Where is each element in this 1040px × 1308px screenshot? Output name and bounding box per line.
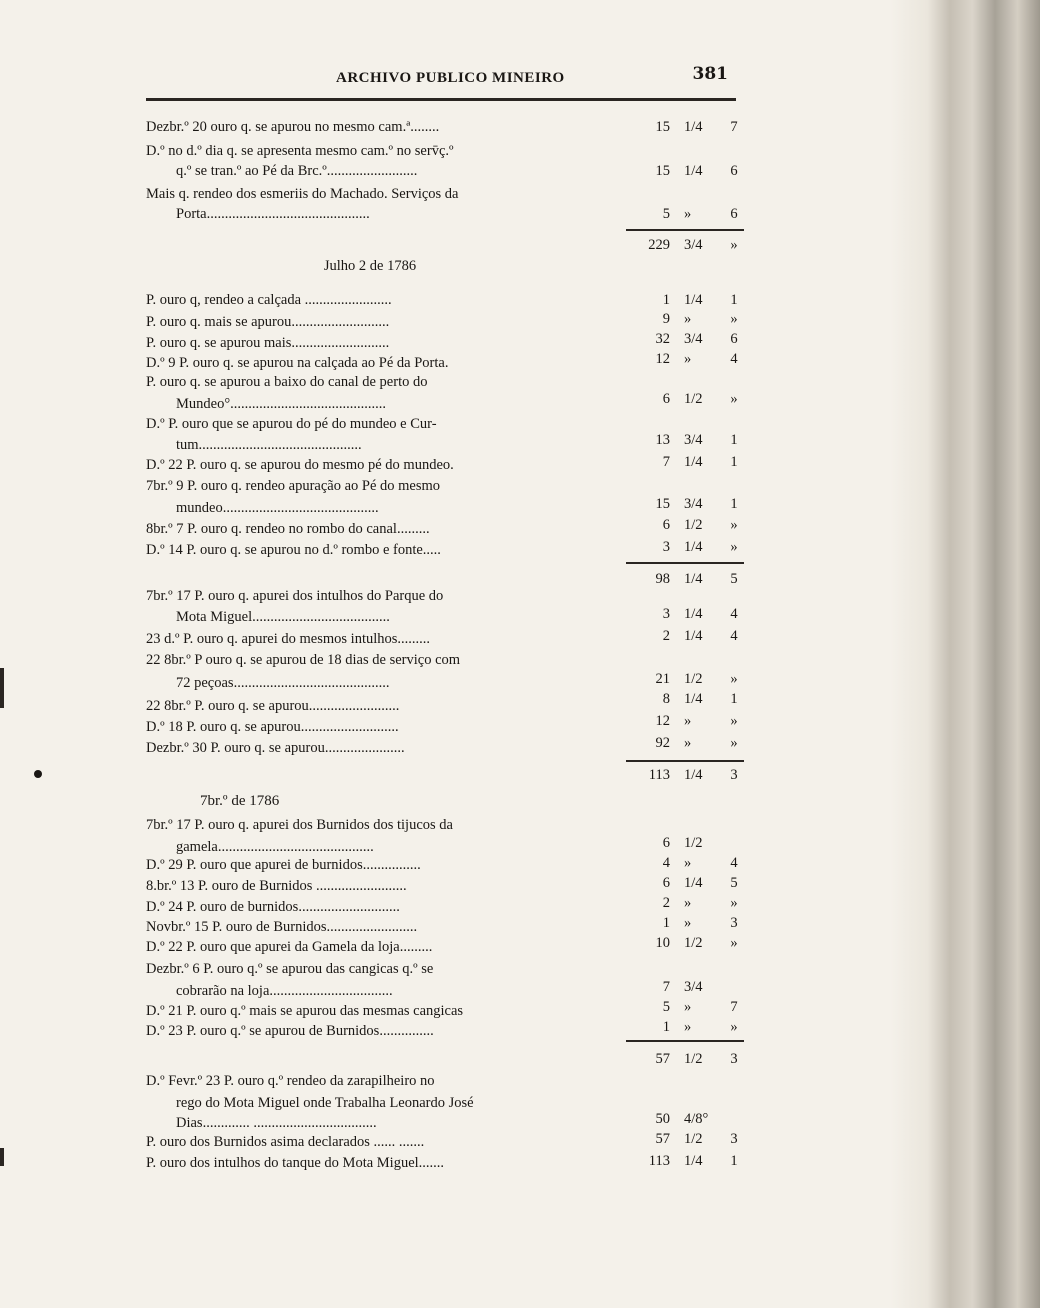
amount-fraction: 1/2 bbox=[684, 391, 703, 407]
amount-fraction: » bbox=[684, 915, 692, 931]
amount-fraction: » bbox=[684, 855, 692, 871]
amount-whole: 5 bbox=[662, 206, 670, 222]
amount-fraction: » bbox=[684, 895, 692, 911]
ledger-line: P. ouro dos intulhos do tanque do Mota Miguel....... bbox=[146, 1155, 445, 1171]
ledger-line: Novbr.º 15 P. ouro de Burnidos......................... bbox=[146, 919, 418, 935]
amount-whole: 1 bbox=[662, 1019, 670, 1035]
ledger-line: P. ouro q. mais se apurou........................... bbox=[146, 314, 390, 330]
amount-whole: 21 bbox=[655, 671, 670, 687]
amount-grains: » bbox=[730, 1019, 738, 1035]
page-header bbox=[146, 62, 736, 98]
amount-fraction: 1/4 bbox=[684, 606, 703, 622]
amount-whole: 92 bbox=[655, 735, 670, 751]
amount-grains: 6 bbox=[730, 163, 738, 179]
amount-grains: » bbox=[730, 895, 738, 911]
amount-grains: » bbox=[730, 735, 738, 751]
ledger-line: 8.br.º 13 P. ouro de Burnidos ......................... bbox=[146, 878, 407, 894]
ledger-line: P. ouro q. se apurou mais........................... bbox=[146, 335, 390, 351]
amount-fraction: » bbox=[684, 735, 692, 751]
amount-fraction: 3/4 bbox=[684, 432, 703, 448]
ledger-line: q.º se tran.º ao Pé da Brc.º......................... bbox=[176, 163, 418, 179]
amount-grains: 6 bbox=[730, 206, 738, 222]
amount-fraction: 1/4 bbox=[684, 292, 703, 308]
ledger-line: 22 8br.º P ouro q. se apurou de 18 dias de serviço com bbox=[146, 652, 461, 668]
amount-grains: 1 bbox=[730, 1153, 738, 1169]
running-title: ARCHIVO PUBLICO MINEIRO bbox=[336, 70, 565, 86]
amount-whole: 12 bbox=[655, 713, 670, 729]
ledger-line: P. ouro dos Burnidos asima declarados ...... ....... bbox=[146, 1134, 425, 1150]
amount-grains: 3 bbox=[730, 767, 738, 783]
amount-fraction: 1/4 bbox=[684, 1153, 703, 1169]
amount-whole: 57 bbox=[655, 1051, 670, 1067]
page-number: 381 bbox=[692, 64, 728, 84]
amount-fraction: 1/4 bbox=[684, 767, 703, 783]
amount-fraction: 3/4 bbox=[684, 237, 703, 253]
ledger-line: 22 8br.º P. ouro q. se apurou......................... bbox=[146, 698, 400, 714]
amount-grains: » bbox=[730, 311, 738, 327]
sum-rule bbox=[626, 562, 744, 564]
amount-grains: 1 bbox=[730, 691, 738, 707]
amount-fraction: » bbox=[684, 206, 692, 222]
amount-grains: 6 bbox=[730, 331, 738, 347]
ledger-line: rego do Mota Miguel onde Trabalha Leonardo José bbox=[176, 1095, 474, 1111]
amount-grains: 5 bbox=[730, 875, 738, 891]
amount-whole: 6 bbox=[662, 391, 670, 407]
amount-whole: 1 bbox=[662, 292, 670, 308]
ledger-line: Dezbr.º 20 ouro q. se apurou no mesmo cam.ª........ bbox=[146, 119, 440, 135]
amount-fraction: 1/2 bbox=[684, 835, 703, 851]
amount-whole: 2 bbox=[662, 628, 670, 644]
amount-grains: 4 bbox=[730, 628, 738, 644]
amount-fraction: » bbox=[684, 999, 692, 1015]
ledger-line: Julho 2 de 1786 bbox=[323, 258, 417, 274]
ledger-line: Mundeo°........................................... bbox=[176, 396, 387, 412]
amount-grains: 1 bbox=[730, 454, 738, 470]
amount-fraction: 1/4 bbox=[684, 539, 703, 555]
amount-whole: 3 bbox=[662, 606, 670, 622]
ledger-line: D.º 18 P. ouro q. se apurou........................... bbox=[146, 719, 399, 735]
amount-grains: » bbox=[730, 539, 738, 555]
amount-whole: 8 bbox=[662, 691, 670, 707]
sum-rule bbox=[626, 760, 744, 762]
amount-whole: 6 bbox=[662, 875, 670, 891]
amount-fraction: 1/2 bbox=[684, 1131, 703, 1147]
amount-whole: 3 bbox=[662, 539, 670, 555]
ledger-line: D.º 21 P. ouro q.º mais se apurou das mesmas cangicas bbox=[146, 1003, 464, 1019]
amount-grains: 7 bbox=[730, 119, 738, 135]
ledger-line: gamela........................................... bbox=[176, 839, 374, 855]
amount-grains: 3 bbox=[730, 1051, 738, 1067]
amount-whole: 1 bbox=[662, 915, 670, 931]
amount-grains: 4 bbox=[730, 855, 738, 871]
amount-fraction: 1/4 bbox=[684, 454, 703, 470]
amount-grains: 1 bbox=[730, 432, 738, 448]
amount-fraction: 1/2 bbox=[684, 1051, 703, 1067]
amount-fraction: 1/4 bbox=[684, 691, 703, 707]
amount-whole: 32 bbox=[655, 331, 670, 347]
amount-grains: » bbox=[730, 935, 738, 951]
binding-mark bbox=[0, 1148, 4, 1166]
ledger-line: tum............................................. bbox=[176, 437, 362, 453]
amount-fraction: 1/4 bbox=[684, 119, 703, 135]
amount-fraction: » bbox=[684, 713, 692, 729]
amount-whole: 7 bbox=[662, 454, 670, 470]
amount-whole: 4 bbox=[662, 855, 670, 871]
amount-whole: 5 bbox=[662, 999, 670, 1015]
amount-whole: 12 bbox=[655, 351, 670, 367]
ledger-line: D.º 22 P. ouro q. se apurou do mesmo pé do mundeo. bbox=[146, 457, 454, 473]
amount-fraction: 4/8° bbox=[684, 1111, 709, 1127]
amount-fraction: » bbox=[684, 311, 692, 327]
amount-whole: 113 bbox=[648, 767, 670, 783]
amount-grains: 3 bbox=[730, 915, 738, 931]
ledger-line: Dias............. .................................. bbox=[176, 1115, 377, 1131]
amount-fraction: 1/4 bbox=[684, 571, 703, 587]
amount-whole: 2 bbox=[662, 895, 670, 911]
amount-whole: 7 bbox=[662, 979, 670, 995]
ledger-line: cobrarão na loja.................................. bbox=[176, 983, 393, 999]
amount-fraction: » bbox=[684, 1019, 692, 1035]
ledger-line: 7br.º 17 P. ouro q. apurei dos intulhos do Parque do bbox=[146, 588, 444, 604]
ledger-line: 8br.º 7 P. ouro q. rendeo no rombo do canal......... bbox=[146, 521, 430, 537]
ledger-line: Dezbr.º 30 P. ouro q. se apurou...................... bbox=[146, 740, 405, 756]
amount-fraction: 1/4 bbox=[684, 163, 703, 179]
amount-grains: » bbox=[730, 237, 738, 253]
ledger-line: D.º 23 P. ouro q.º se apurou de Burnidos............... bbox=[146, 1023, 434, 1039]
ledger-line: 7br.º 9 P. ouro q. rendeo apuração ao Pé do mesmo bbox=[146, 478, 441, 494]
amount-whole: 50 bbox=[655, 1111, 670, 1127]
amount-whole: 98 bbox=[655, 571, 670, 587]
ledger-line: 7br.º 17 P. ouro q. apurei dos Burnidos dos tijucos da bbox=[146, 817, 453, 833]
ledger-line: mundeo........................................... bbox=[176, 500, 379, 516]
ledger-line: D.º 14 P. ouro q. se apurou no d.º rombo e fonte..... bbox=[146, 542, 441, 558]
amount-fraction: 1/2 bbox=[684, 671, 703, 687]
ledger-line: Mota Miguel...................................... bbox=[176, 609, 390, 625]
ledger-line: D.º 22 P. ouro que apurei da Gamela da loja......... bbox=[146, 939, 433, 955]
ledger-line: D.º 24 P. ouro de burnidos............................ bbox=[146, 899, 400, 915]
ledger-line: 72 peçoas........................................... bbox=[176, 675, 390, 691]
amount-fraction: 1/4 bbox=[684, 628, 703, 644]
amount-grains: 1 bbox=[730, 292, 738, 308]
amount-fraction: 1/2 bbox=[684, 517, 703, 533]
amount-fraction: 3/4 bbox=[684, 496, 703, 512]
amount-grains: » bbox=[730, 517, 738, 533]
amount-whole: 6 bbox=[662, 835, 670, 851]
amount-fraction: 1/2 bbox=[684, 935, 703, 951]
ledger-line: 7br.º de 1786 bbox=[200, 793, 280, 809]
amount-whole: 113 bbox=[648, 1153, 670, 1169]
ink-spot bbox=[34, 770, 42, 778]
amount-whole: 10 bbox=[655, 935, 670, 951]
amount-whole: 15 bbox=[655, 496, 670, 512]
binding-mark bbox=[0, 668, 4, 708]
ledger-line: Porta............................................. bbox=[176, 206, 370, 222]
amount-whole: 57 bbox=[655, 1131, 670, 1147]
page-edge-shadow bbox=[890, 0, 1040, 1308]
amount-grains: » bbox=[730, 713, 738, 729]
amount-fraction: 3/4 bbox=[684, 331, 703, 347]
amount-grains: 4 bbox=[730, 351, 738, 367]
header-rule bbox=[146, 98, 736, 101]
ledger-line: D.º 9 P. ouro q. se apurou na calçada ao Pé da Porta. bbox=[146, 355, 449, 371]
sum-rule bbox=[626, 229, 744, 231]
sum-rule bbox=[626, 1040, 744, 1042]
ledger-line: P. ouro q, rendeo a calçada ........................ bbox=[146, 292, 392, 308]
ledger-line: Dezbr.º 6 P. ouro q.º se apurou das cangicas q.º se bbox=[146, 961, 434, 977]
amount-whole: 15 bbox=[655, 163, 670, 179]
amount-grains: 5 bbox=[730, 571, 738, 587]
ledger-line: P. ouro q. se apurou a baixo do canal de perto do bbox=[146, 374, 428, 390]
amount-grains: » bbox=[730, 671, 738, 687]
amount-whole: 229 bbox=[648, 237, 670, 253]
amount-grains: 3 bbox=[730, 1131, 738, 1147]
amount-fraction: » bbox=[684, 351, 692, 367]
amount-whole: 13 bbox=[655, 432, 670, 448]
amount-grains: 1 bbox=[730, 496, 738, 512]
ledger-line: D.º 29 P. ouro que apurei de burnidos................ bbox=[146, 857, 421, 873]
amount-grains: » bbox=[730, 391, 738, 407]
ledger-line: D.º P. ouro que se apurou do pé do mundeo e Cur- bbox=[146, 416, 437, 432]
amount-fraction: 1/4 bbox=[684, 875, 703, 891]
ledger-line: Mais q. rendeo dos esmeriis do Machado. Serviços da bbox=[146, 186, 459, 202]
amount-grains: 7 bbox=[730, 999, 738, 1015]
amount-whole: 15 bbox=[655, 119, 670, 135]
ledger-line: 23 d.º P. ouro q. apurei do mesmos intulhos......... bbox=[146, 631, 431, 647]
amount-grains: 4 bbox=[730, 606, 738, 622]
amount-whole: 6 bbox=[662, 517, 670, 533]
amount-whole: 9 bbox=[662, 311, 670, 327]
amount-fraction: 3/4 bbox=[684, 979, 703, 995]
ledger-line: D.º no d.º dia q. se apresenta mesmo cam.º no serv̄ç.º bbox=[146, 143, 454, 159]
ledger-line: D.º Fevr.º 23 P. ouro q.º rendeo da zarapilheiro no bbox=[146, 1073, 435, 1089]
